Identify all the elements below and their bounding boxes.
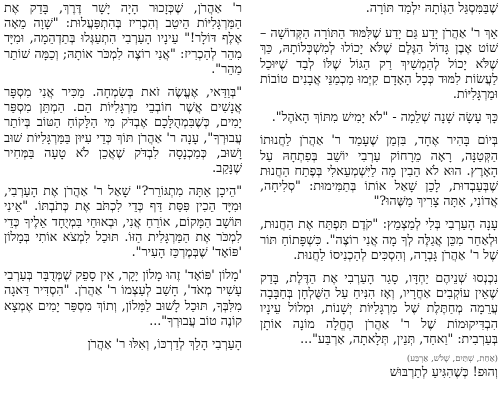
paragraph: הָעַרְבִי הָלַךְ לְדַרְכּוֹ, וְאִלּוּ ר' אַהֲרֹן: [87, 336, 242, 352]
paragraph: אַךְ ר' אַהֲרֹן יָדַע גַּם יָדַע שֶׁלִּמּוּד הַתּוֹרָה הַקְּדוֹשָׁה – שׁוֹט אֶבֶן גָּדוֹל הַגֶּלֶם שֶׁלֹּא יָכוֹלוּ לְמִשְׁכְּלוֹתָהּ, כַּךְ שֶׁלֹּא יָכוֹל לְהַמְשִׁיךְ רַק הַגּוֹל שֶׁלּוֹ לְבַד שֶׁיּוּכַל לַעֲשׂוֹת לִמּוּד כְּכָל הָאָדָם קִיְּמוּ מַכְמַנֵּי אֲבָנִים טוֹבוֹת וּמַרְגָּלִיּוֹת.: [260, 25, 498, 102]
paragraph: ר' אַהֲרֹן, שֶׁכְּזָכוּר הָיָה יָשָׁר דֶּרֶךְ, בָּדַק אֶת הַמַּרְגָּלִיּוֹת הֵיטֵב וְהִכְרִיז בְּהִתְפַּעֲלוּת: "שָׁוָה מֵאָה אֶלֶף דּוֹלָר!" עֵינָיו הָעַרְבִי הִתְעַגְּלוּ בְּתַדְהֵמָה, וּמִיָּד מִהֵר לְהַכְרִיז: "אֲנִי רוֹצֶה לִמְכֹּר אוֹתָהּ; וְכַמָּה שׁוֹתֵר מַהֵר".: [4, 0, 242, 76]
paragraph: 'מָלוֹן 'פּוֹאָד' זֶהוּ מָלוֹן יָקָר, אֵין סָפֵק שֶׁמְּדֻבָּר בְּעַרְבִי עָשִׁיר מְאֹד', חָשַׁב לְעַצְמוֹ ר' אַהֲרֹן. "הִסְדִּיר דַּאגָה מִלִּבְּךָ, תּוּכַל לָשׁוּב לַמָּלוֹן, וְתוֹךְ מִסְפַּר יָמִים אֶמְצָא קוֹנֶה טוֹב עֲבוּרְךָ"...: [4, 267, 242, 328]
right-text-column: [260, 0, 498, 408]
paragraph: וְהוּפ! כְּשֶׁהִגִּיעַ לְתַרְבּוּשׁ: [389, 364, 498, 380]
paragraph: עָנָה הָעַרְבִי בְּלִי לְמַצְמֵץ: "קֹדֶם תִּפְתַּח אֶת הַחֲנוּת, וּלְאַחַר מִכֵּן אֲגַלֶּה לְךָ מָה אֲנִי רוֹצֶה". כִּשְׁפָּתוֹחַ תּוֹר שֶׁל ר' אַהֲרֹן גָּבְרָה, וְהִסְכִּים לְהַכְנִיסוֹ לַחֲנוּת.: [260, 216, 498, 262]
paragraph: "בְּוַדַּאי, אֶעֱשֶׂה זֹאת בְּשִׂמְחָה. מַכִּיר אֲנִי מִסְפָּר אֲנָשִׁים אֲשֶׁר חוֹבְבֵי מַרְגָּלִיּוֹת הֵם. הַמְתֵּן מִסְפַּר יָמִים, כְּשֶׁבִּמְהֻלָּכָם אֶבְדֹּק מִי הַלָּקוֹחַ הַטּוֹב בְּיוֹתֵר עֲבוּרְךָ", עָנָה ר' אַהֲרֹן תּוֹךְ כְּדֵי עִיּוּן בַּמַּרְגָּלִיּוֹת שׁוּב וָשׁוּב, כְּמַכְנָסָה לִבְדֹּק שֶׁאֲכֵן לֹא טָעָה בַּמְּחִיר שֶׁנָּקַב.: [4, 84, 242, 176]
left-text-column: [4, 0, 242, 408]
paragraph: שֶׁבַּמִּסְגַּל הַגְּוֹתָהּ יִלְמַד תּוֹרָה.: [365, 0, 498, 15]
paragraph: "הֵיכָן אַתָּה מִתְגּוֹרֵר?" שָׁאַל ר' אַהֲרֹן אֶת הָעַרְבִי, וּמִיָּד הֵכִין פִּסַּת דַּף כְּדֵי לִכְתֹּב אֶת כְּתֹבְתּוֹ. "אֵינִי תּוֹשָׁב הַמָּקוֹם, אוֹרֵחַ אֲנִי, וּבְאוּחַי בִּמְיֻחָד אֵלֶיךָ כְּדֵי לִמְכֹּר אֶת הַמַּרְגָּלִית הַזּוֹ. תּוּכַל לִמְצֹא אוֹתִי בְּמָלוֹן 'פּוֹאָד' שֶׁבְּמֶרְכַּז הָעִיר".: [4, 183, 242, 260]
paragraph: נִכְנְסוּ שְׁנֵיהֶם יַחְדָּו, סָגַר הָעַרְבִי אֶת הַדֶּלֶת, בָּדַק שֶׁאֵין עוֹקְבִים אַחֲרָיו, וְאָז הִנִּיחַ עַל הַשֻּׁלְחָן בְּחַבָּבָה עֲרֵמָה מְחַתֶּלֶת שֶׁל מַרְגָּלִיּוֹת יְשָׁנוֹת, וּמְלוֹל עֵינָיו הִבְדִּיקוּמוֹת שֶׁל ר' אַהֲרֹן הֶחֱלָה מוֹנָה אוֹתָן בְּעַרְבִית: "וַאחַד, תְּנֵין, תְּלָאתָה, אַרְבַּע"...: [260, 270, 498, 346]
paragraph: כָּךְ עָשָׂה שָׁנָה שְׁלֵמָה - "לֹא יָמִישׁ מִתּוֹךְ הָאֹהֶל".: [271, 109, 498, 125]
translation-note: (אַחַת, שְׁתַּיִם, שָׁלֹשׁ, אַרְבַּע): [406, 354, 498, 365]
paragraph: בְּיוֹם בָּהִיר אֶחָד, בִּזְמַן שֶׁעָמַד ר' אַהֲרֹן לַחֲנוּתוֹ הַקְּטַנָּה, רָאָה מֵרָחוֹק עַרְבִי יוֹשֵׁב בְּפִתְחָהּ עַל הָאָרֶץ. הוּא לֹא הֵבִין מָה לַיִּשְׁמְעֵאלִי בְּפֶתַח הַחֲנוּת שֶׁבְּעַבְדוּת, לָכֵן שָׁאַל אוֹתוֹ בְּתַמִּימוּת: "סְלִיחָה, אֲדוֹנִי, אַתָּה צָרִיךְ מַשֶּׁהוּ?": [260, 132, 498, 209]
